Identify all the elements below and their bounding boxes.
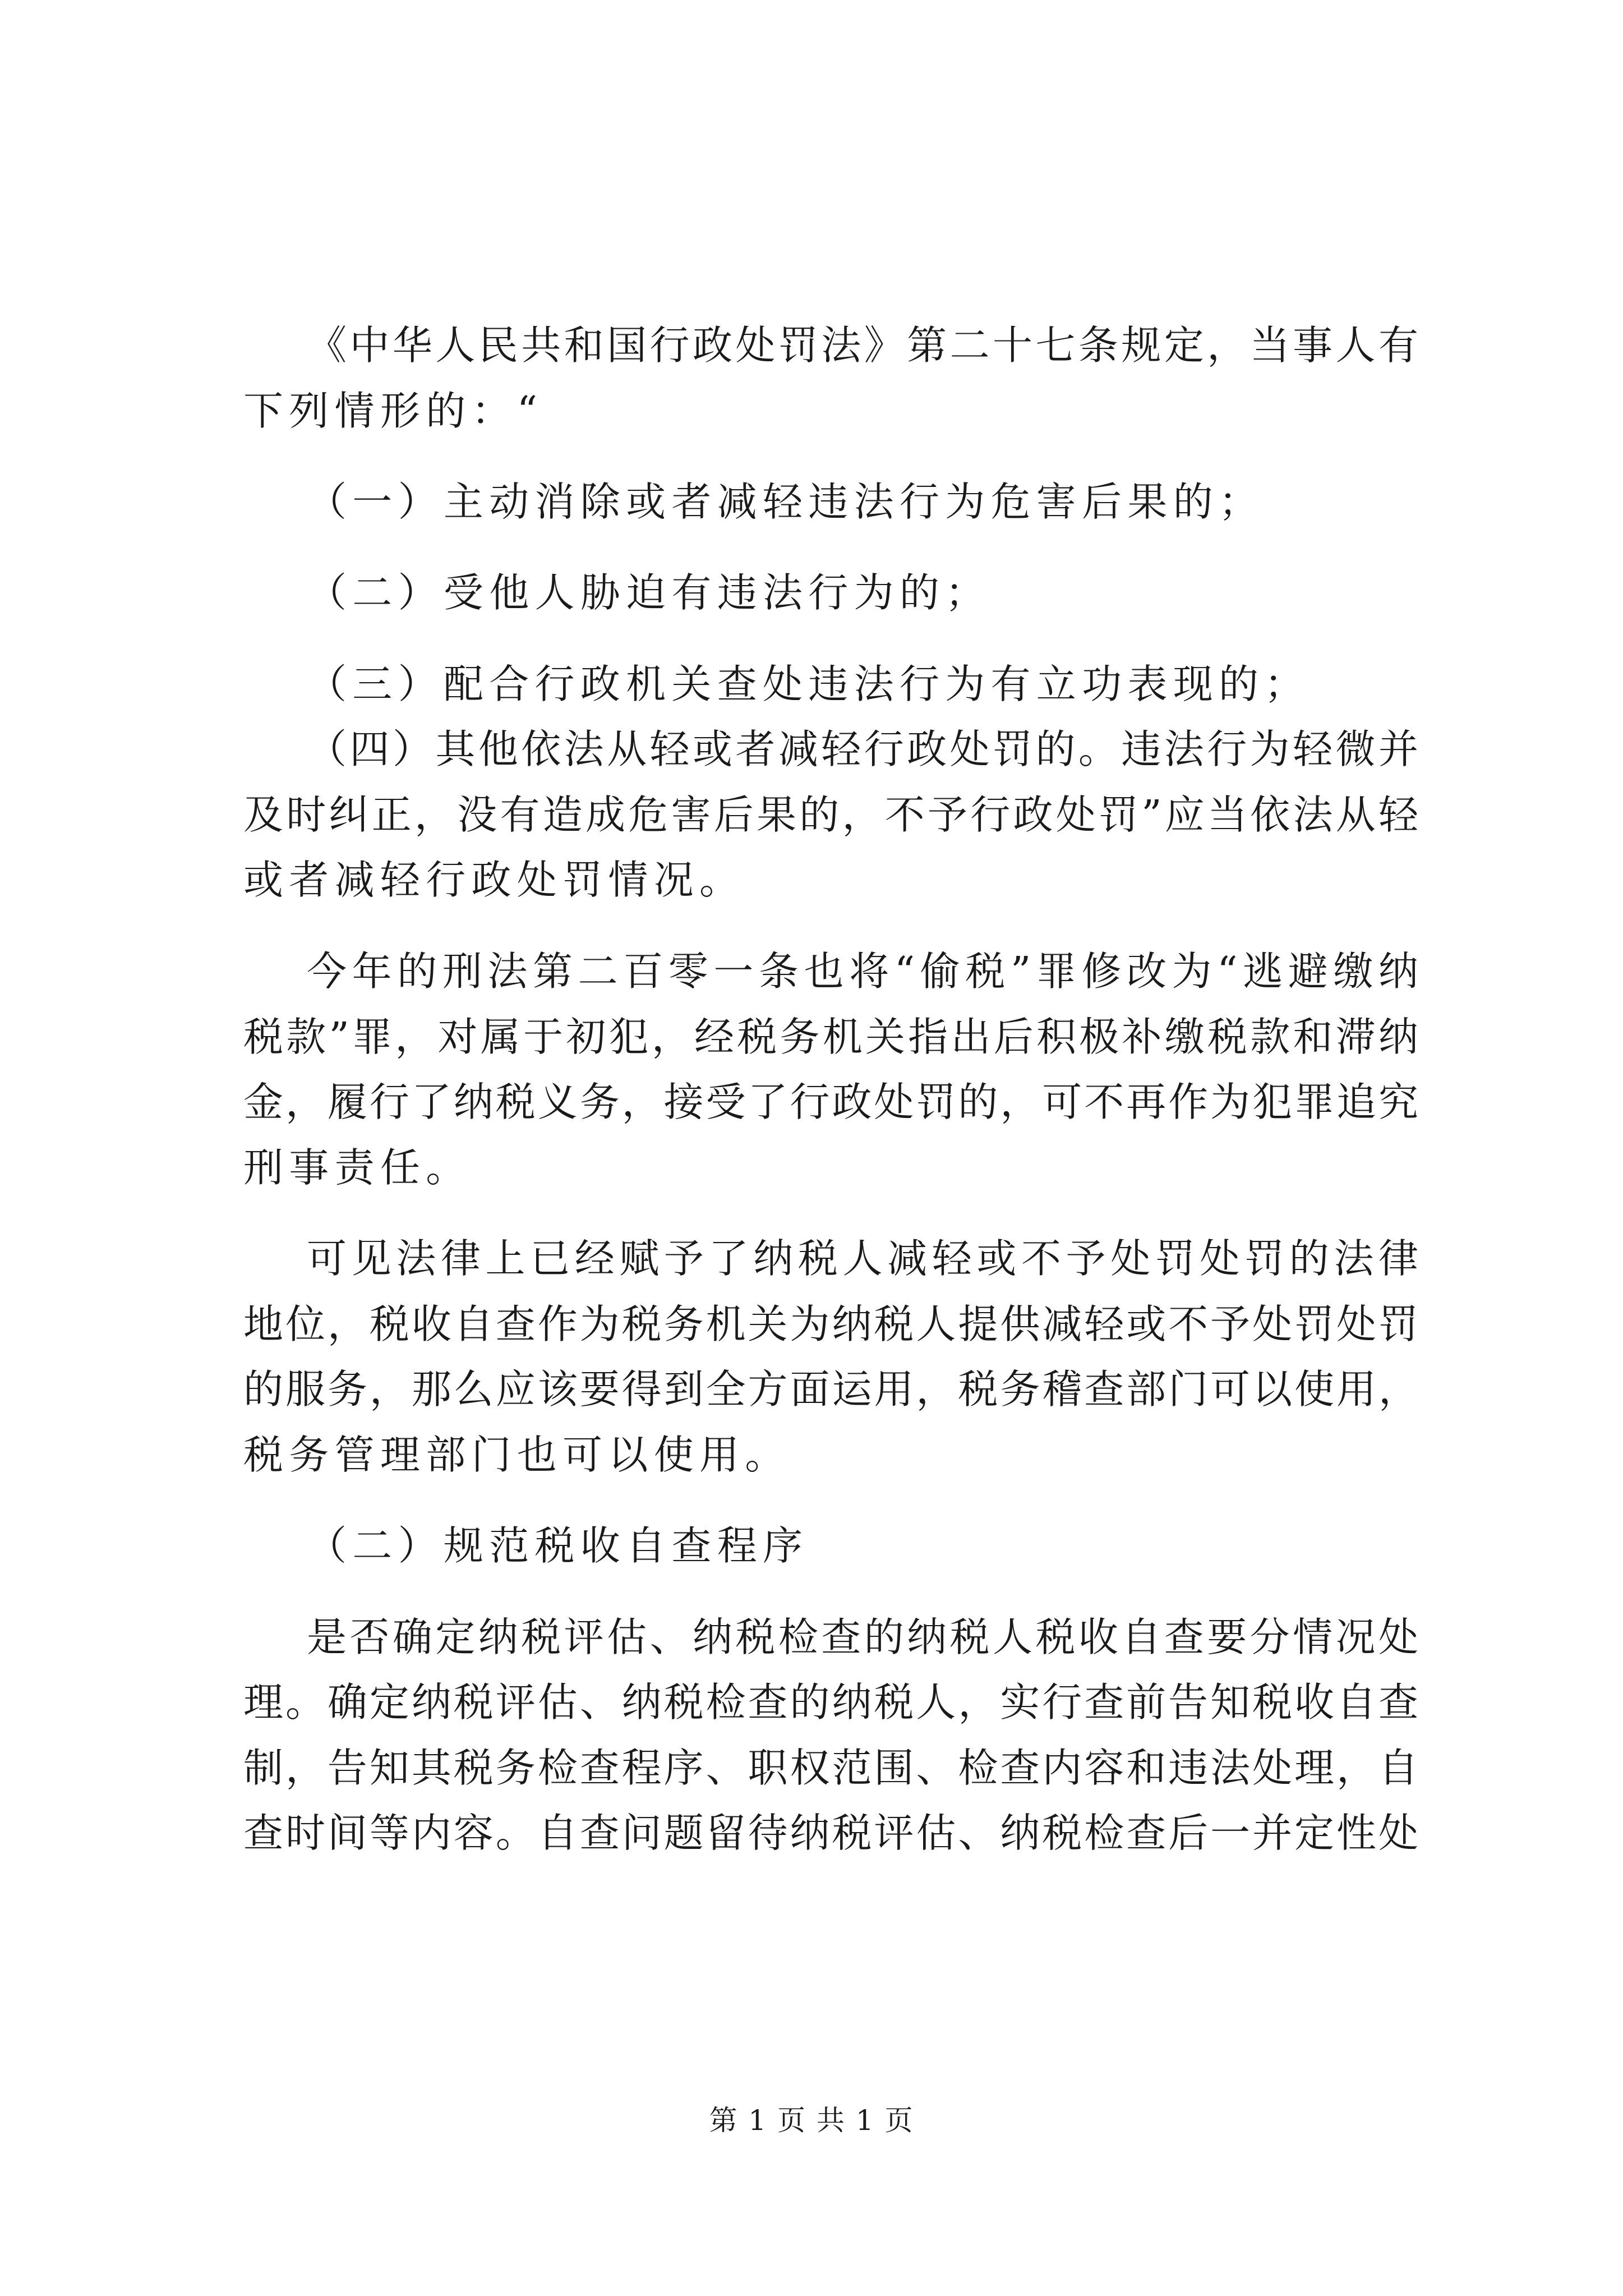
text-line-18: 是否确定纳税评估、纳税检查的纳税人税收自查要分情况处 xyxy=(307,1614,1418,1660)
text-line-19: 理。确定纳税评估、纳税检查的纳税人，实行查前告知税收自查 xyxy=(243,1679,1418,1726)
text-line-15: 的服务，那么应该要得到全方面运用，税务稽查部门可以使用， xyxy=(243,1366,1418,1412)
text-line-3: （一）主动消除或者减轻违法行为危害后果的； xyxy=(307,478,1265,525)
text-line-14: 地位，税收自查作为税务机关为纳税人提供减轻或不予处罚处罚 xyxy=(243,1301,1418,1347)
text-line-10: 税款”罪，对属于初犯，经税务机关指出后积极补缴税款和滞纳 xyxy=(243,1014,1418,1060)
text-line-7: 及时纠正，没有造成危害后果的，不予行政处罚”应当依法从轻 xyxy=(243,792,1418,838)
text-line-8: 或者减轻行政处罚情况。 xyxy=(243,857,745,903)
text-line-1: 《中华人民共和国行政处罚法》第二十七条规定，当事人有 xyxy=(307,322,1418,369)
section-heading: （二）规范税收自查程序 xyxy=(307,1522,809,1569)
text-line-11: 金，履行了纳税义务，接受了行政处罚的，可不再作为犯罪追究 xyxy=(243,1079,1418,1125)
text-line-20: 制，告知其税务检查程序、职权范围、检查内容和违法处理，自 xyxy=(243,1745,1418,1791)
text-line-12: 刑事责任。 xyxy=(243,1144,472,1191)
page-footer: 第 1 页 共 1 页 xyxy=(709,2104,914,2137)
text-line-16: 税务管理部门也可以使用。 xyxy=(243,1432,791,1478)
text-line-21: 查时间等内容。自查问题留待纳税评估、纳税检查后一并定性处 xyxy=(243,1810,1418,1856)
text-line-6: （四）其他依法从轻或者减轻行政处罚的。违法行为轻微并 xyxy=(307,726,1418,772)
text-line-2: 下列情形的：“ xyxy=(243,388,543,434)
text-line-9: 今年的刑法第二百零一条也将“偷税”罪修改为“逃避缴纳 xyxy=(307,948,1418,995)
text-line-4: （二）受他人胁迫有违法行为的； xyxy=(307,569,991,616)
text-line-13: 可见法律上已经赋予了纳税人减轻或不予处罚处罚的法律 xyxy=(307,1235,1418,1282)
text-line-5: （三）配合行政机关查处违法行为有立功表现的； xyxy=(307,661,1310,707)
